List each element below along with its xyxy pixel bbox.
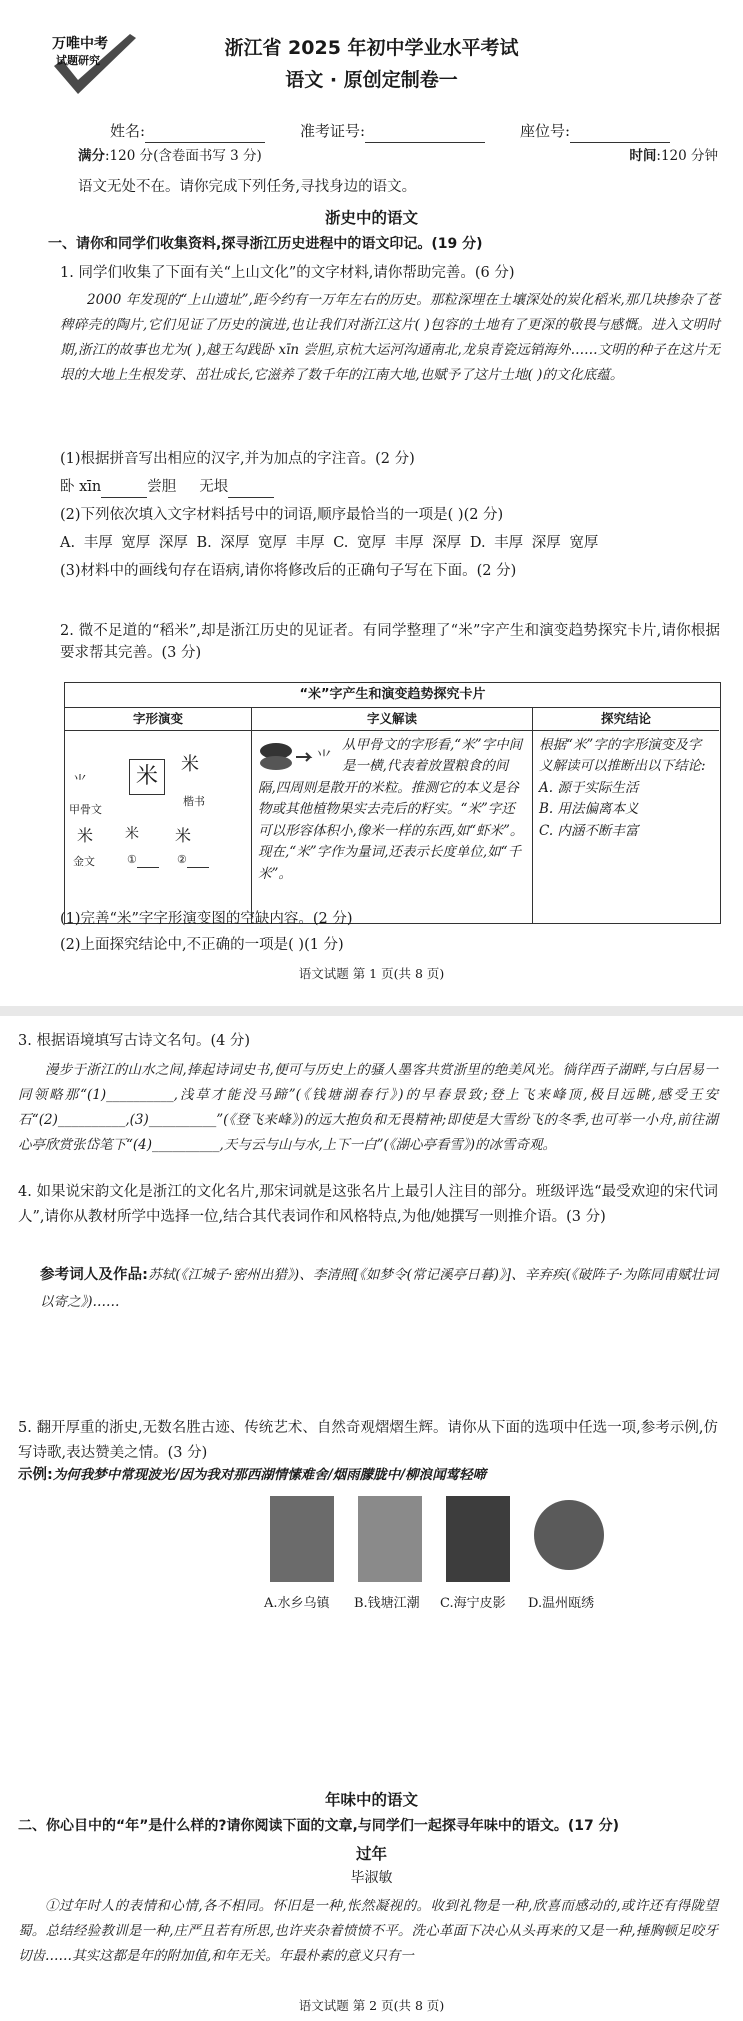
q1-part3: (3)材料中的画线句存在语病,请你将修改后的正确句子写在下面。(2 分) (60, 563, 517, 579)
intro-text: 语文无处不在。请你完成下列任务,寻找身边的语文。 (78, 179, 417, 195)
section2-heading: 年味中的语文 (324, 1791, 418, 1809)
q1-part1: (1)根据拼音写出相应的汉字,并为加点的字注音。(2 分) (60, 451, 415, 467)
q1-part2-options: A. 丰厚 宽厚 深厚 B. 深厚 宽厚 丰厚 C. 宽厚 丰厚 深厚 D. 丰厚 深厚 宽厚 (60, 535, 599, 551)
exam-subtitle: 语文 · 原创定制卷一 (285, 69, 458, 91)
photo-shadow-puppet (446, 1496, 510, 1582)
q1-part1-fills: 卧 xīn 尝胆 无垠 (60, 476, 720, 498)
rice-character-card (64, 682, 721, 924)
score-time-line (78, 146, 718, 167)
seat-field: 座位号: (520, 120, 670, 143)
card-col1-head: 字形演变 (65, 708, 251, 730)
glyph-evolution (65, 731, 251, 923)
section1-heading: 浙史中的语文 (324, 209, 418, 227)
q2-part1: (1)完善“米”字字形演变图的空缺内容。(2 分) (60, 911, 353, 927)
glyph-main: 米 (129, 759, 165, 795)
photo-wuzhen (270, 1496, 334, 1582)
jinwen-glyph-icon: 米 (77, 825, 94, 845)
label-jinwen: 金文 (73, 854, 95, 868)
photo-embroidery (534, 1500, 604, 1570)
small-glyph-icon: 米 (125, 825, 139, 842)
page-separator (0, 1006, 743, 1016)
card-col3-head: 探究结论 (533, 708, 719, 730)
kaishu-glyph-icon: 米 (181, 753, 199, 775)
q2-stem: 2. 微不足道的“稻米”,却是浙江历史的见证者。有同学整理了“米”字产生和演变趋势探究卡片,请你根据要求帮其完善。(3 分) (60, 623, 720, 662)
exam-id-field: 准考证号: (300, 120, 485, 143)
conclusion-cell (533, 731, 719, 923)
q1-part2: (2)下列依次填入文字材料括号中的词语,顺序最恰当的一项是( )(2 分) (60, 507, 504, 523)
option-b: B.钱塘江潮 (354, 1596, 420, 1611)
page1-footer: 语文试题 第 1 页(共 8 页) (298, 966, 445, 981)
score-value: :120 分(含卷面书写 3 分) (105, 148, 262, 164)
card-title: “米”字产生和演变趋势探究卡片 (65, 683, 720, 708)
option-a: A.水乡乌镇 (264, 1596, 330, 1611)
q1-stem: 1. 同学们收集了下面有关“上山文化”的文字材料,请你帮助完善。(6 分) (60, 265, 515, 281)
option-c: C.海宁皮影 (440, 1596, 506, 1611)
photo-qiantang-tide (358, 1496, 422, 1582)
q3-stem: 3. 根据语境填写古诗文名句。(4 分) (18, 1033, 251, 1049)
conclusion-lead: 根据“米”字的字形演变及字义解读可以推断出以下结论: (539, 736, 706, 775)
meaning-cell (252, 731, 532, 923)
q5-stem: 5. 翻开厚重的浙史,无数名胜古迹、传统艺术、自然奇观熠熠生辉。请你从下面的选项中任选一项,参考示例,仿写诗歌,表达赞美之情。(3 分) (18, 1420, 718, 1462)
blank-1-label: ① (127, 851, 159, 869)
logo-text-2: 试题研究 (56, 54, 100, 67)
label-jiagu: 甲骨文 (69, 802, 102, 816)
meaning-text: 从甲骨文的字形看,“米”字中间是一横,代表着放置粮食的间隔,四周则是散开的米粒。推测它的本义是谷物或其他植物果实去壳后的籽实。“米”字还可以形容体积小,像米一样的东西,如“虾米”。现在,“米”字作为量词,还表示长度单位,如“千米”。 (258, 736, 524, 883)
jiaguwen-glyph-icon: ⺌ (73, 773, 87, 790)
blank-2-label: ② (177, 851, 209, 869)
kaishu-glyph-2-icon: 米 (175, 825, 192, 845)
article-title: 过年 (355, 1845, 387, 1863)
svg-text:⺌: ⺌ (316, 747, 333, 767)
q1-material: 2000 年发现的“上山遗址”,距今约有一万年左右的历史。那粒深埋在土壤深处的炭化稻米,那几块掺杂了苍稗碎壳的陶片,它们见证了历史的演进,也让我们对浙江这片( )包容的土地有了更深的敬畏与感慨。进入文明时期,浙江的故事也尤为( ),越王勾践卧 xīn 尝胆,京杭大运河沟通南北,龙泉青瓷远销海外……文明的种子在这片无垠的大地上生根发芽、茁壮成长,它滋养了数千年的江南大地,也赋予了这片土地( )的文化底蕴。 (60, 292, 720, 383)
rice-ear-icon (258, 735, 338, 777)
option-d: D.温州瓯绣 (528, 1596, 595, 1611)
conclusion-c: C. 内涵不断丰富 (539, 822, 639, 839)
q4-stem: 4. 如果说宋韵文化是浙江的文化名片,那宋词就是这张名片上最引人注目的部分。班级评选“最受欢迎的宋代词人”,请你从教材所学中选择一位,结合其代表词作和风格特点,为他/她撰写一则推介语。(3 分) (18, 1184, 718, 1226)
time-label: 时间 (629, 148, 657, 164)
score-label: 满分 (78, 148, 105, 164)
name-field: 姓名: (110, 120, 265, 143)
article-author: 毕淑敏 (350, 1870, 393, 1886)
conclusion-a: A. 源于实际生活 (539, 779, 639, 796)
exam-title: 浙江省 2025 年初中学业水平考试 (224, 37, 519, 59)
q5-example: 示例:为何我梦中常现波光/因为我对那西湖情愫难舍/烟雨朦胧中/柳浪闻莺轻啼 (18, 1467, 487, 1483)
time-value: :120 分钟 (656, 148, 718, 164)
card-col2-head: 字义解读 (252, 708, 532, 730)
q3-text: 漫步于浙江的山水之间,捧起诗词史书,便可与历史上的骚人墨客共赏浙里的绝美风光。徜徉西子湖畔,与白居易一同领略那“(1)__________,浅草才能没马蹄”(《钱塘湖春行》)的早春景致;登上飞来峰顶,极目远眺,感受王安石“(2)__________,(3)__________”(《登飞来峰》)的远大抱负和无畏精神;即使是大雪纷飞的冬季,也可举一小舟,前往湖心亭欣赏张岱笔下“(4)__________,天与云与山与水,上下一白”(《湖心亭看雪》)的冰雪奇观。 (18, 1062, 718, 1153)
label-kaishu: 楷书 (183, 794, 205, 808)
candidate-info-row (110, 120, 670, 143)
q2-part2: (2)上面探究结论中,不正确的一项是( )(1 分) (60, 937, 344, 953)
article-paragraph-1: ①过年时人的表情和心情,各不相同。怀旧是一种,怅然凝视的。收到礼物是一种,欣喜而感动的,或许还有得陇望蜀。总结经验教训是一种,庄严且若有所思,也许夹杂着愤愤不平。洗心革面下决心从头再来的又是一种,捶胸顿足咬牙切齿……其实这都是年的附加值,和年无关。年最朴素的意义只有一 (18, 1898, 718, 1964)
logo-text-1: 万唯中考 (52, 36, 108, 52)
section1-title: 一、请你和同学们收集资料,探寻浙江历史进程中的语文印记。(19 分) (48, 236, 483, 252)
section2-title: 二、你心目中的“年”是什么样的?请你阅读下面的文章,与同学们一起探寻年味中的语文。(17 分) (18, 1818, 619, 1834)
conclusion-b: B. 用法偏离本义 (539, 801, 639, 818)
q4-reference: 参考词人及作品:苏轼(《江城子·密州出猎》)、李清照[《如梦令(常记溪亭日暮)》]、辛弃疾(《破阵子·为陈同甫赋壮词以寄之》)…… (40, 1267, 718, 1310)
page2-footer: 语文试题 第 2 页(共 8 页) (298, 1998, 445, 2013)
